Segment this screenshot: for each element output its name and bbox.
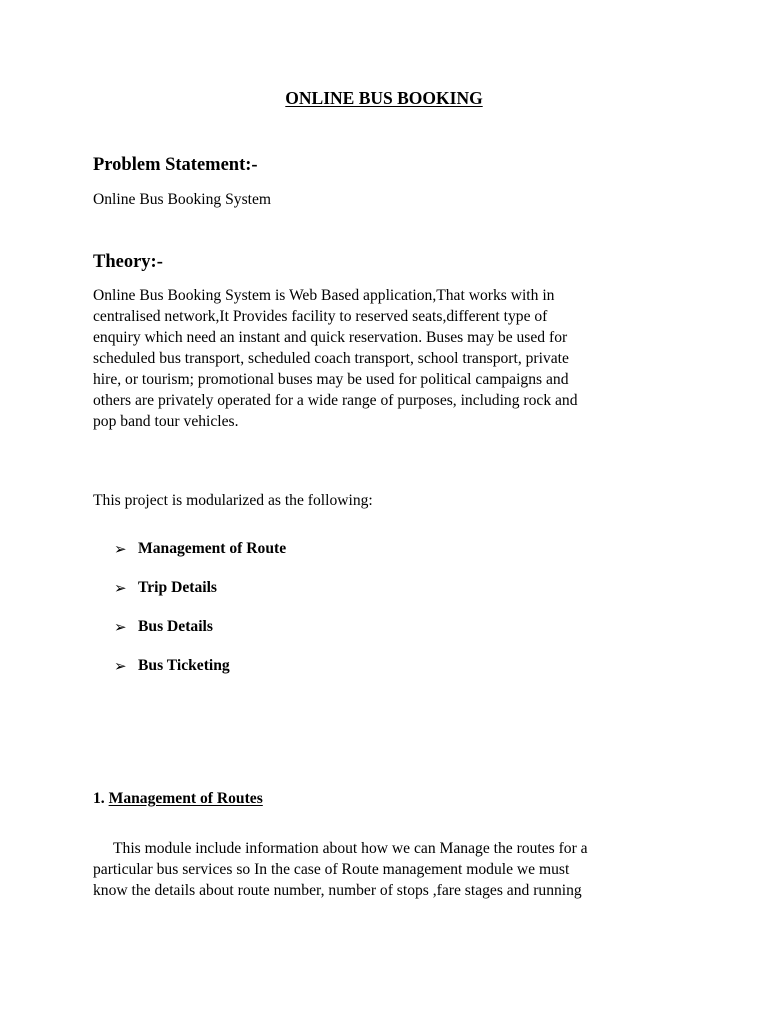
document-title: ONLINE BUS BOOKING — [285, 88, 483, 108]
theory-heading: Theory:- — [93, 252, 163, 272]
module-label: Trip Details — [138, 579, 217, 596]
theory-line: scheduled bus transport, scheduled coach transport, school transport, private — [93, 350, 569, 367]
section-1-line: This module include information about how we can Manage the routes for a — [113, 840, 588, 857]
module-label: Bus Details — [138, 618, 213, 635]
section-number: 1. — [93, 790, 105, 807]
module-label: Management of Route — [138, 540, 287, 557]
theory-line: enquiry which need an instant and quick reservation. Buses may be used for — [93, 329, 568, 346]
module-list-item — [114, 579, 217, 597]
arrow-bullet-icon: ➢ — [114, 618, 127, 636]
section-1-line: particular bus services so In the case of Route management module we must — [93, 861, 570, 878]
section-title: Management of Routes — [108, 790, 263, 807]
module-list-item — [114, 618, 213, 636]
arrow-bullet-icon: ➢ — [114, 657, 127, 675]
theory-line: centralised network,It Provides facility to reserved seats,different type of — [93, 308, 548, 325]
theory-line: Online Bus Booking System is Web Based application,That works with in — [93, 287, 555, 304]
problem-statement-heading: Problem Statement:- — [93, 155, 258, 175]
modules-intro: This project is modularized as the following: — [93, 492, 373, 509]
theory-line: hire, or tourism; promotional buses may be used for political campaigns and — [93, 371, 569, 388]
module-label: Bus Ticketing — [138, 657, 230, 674]
theory-line: pop band tour vehicles. — [93, 413, 239, 430]
section-1-line: know the details about route number, number of stops ,fare stages and running — [93, 882, 582, 899]
module-list-item — [114, 540, 286, 558]
module-list-item — [114, 657, 230, 675]
section-1-heading — [93, 790, 263, 808]
arrow-bullet-icon: ➢ — [114, 540, 127, 558]
theory-line: others are privately operated for a wide range of purposes, including rock and — [93, 392, 578, 409]
problem-statement-text: Online Bus Booking System — [93, 191, 272, 208]
theory-paragraph — [93, 285, 693, 432]
arrow-bullet-icon: ➢ — [114, 579, 127, 597]
